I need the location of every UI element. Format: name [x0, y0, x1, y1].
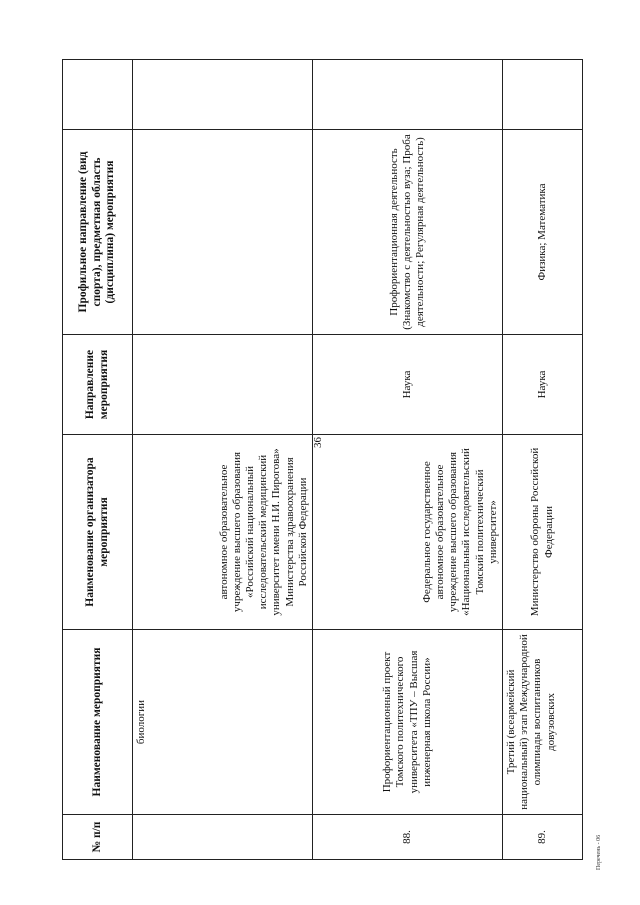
- header-direction: Направление мероприятия: [63, 335, 133, 435]
- row-profile: Профориентационная деятельность (Знакомство с деятельностью вуза; Проба деятельности; Регулярная деятельность): [313, 130, 503, 335]
- table-row: [133, 60, 313, 860]
- events-table: [62, 59, 583, 860]
- row-empty: [313, 60, 503, 130]
- row-profile: [133, 130, 313, 335]
- table-wrapper: [62, 60, 582, 860]
- row-num: [133, 815, 313, 860]
- footer-text: Перечень - 06: [596, 834, 602, 870]
- row-event-name: биологии: [133, 630, 313, 815]
- row-direction: Наука: [503, 335, 583, 435]
- row-organizer: Федеральное государственное автономное образовательное учреждение высшего образования «Национальный исследовательский Томский политехнический университет»: [313, 435, 503, 630]
- header-num: № п/п: [63, 815, 133, 860]
- table-row: [503, 60, 583, 860]
- row-num: 89.: [503, 815, 583, 860]
- row-profile: Физика; Математика: [503, 130, 583, 335]
- row-empty: [503, 60, 583, 130]
- table-row: [313, 60, 503, 860]
- header-organizer: Наименование организатора мероприятия: [63, 435, 133, 630]
- header-empty: [63, 60, 133, 130]
- row-empty: [133, 60, 313, 130]
- page-number: 36: [312, 437, 324, 448]
- header-event-name: Наименование мероприятия: [63, 630, 133, 815]
- row-organizer: автономное образовательное учреждение высшего образования «Российский национальный исследовательский медицинский университет имени Н.И. Пирогова» Министерства здравоохранения Российской Федерации: [133, 435, 313, 630]
- row-direction: [133, 335, 313, 435]
- table-header-row: [63, 60, 133, 860]
- row-event-name: Профориентационный проект Томского политехнического университета «ТПУ – Высшая инженерная школа России»: [313, 630, 503, 815]
- row-num: 88.: [313, 815, 503, 860]
- header-profile: Профильное направление (вид спорта), предметная область (дисциплина) мероприятия: [63, 130, 133, 335]
- row-organizer: Министерство обороны Российской Федерации: [503, 435, 583, 630]
- row-event-name: Третий (всеармейский национальный) этап Международной олимпиады воспитанников довузовских: [503, 630, 583, 815]
- row-direction: Наука: [313, 335, 503, 435]
